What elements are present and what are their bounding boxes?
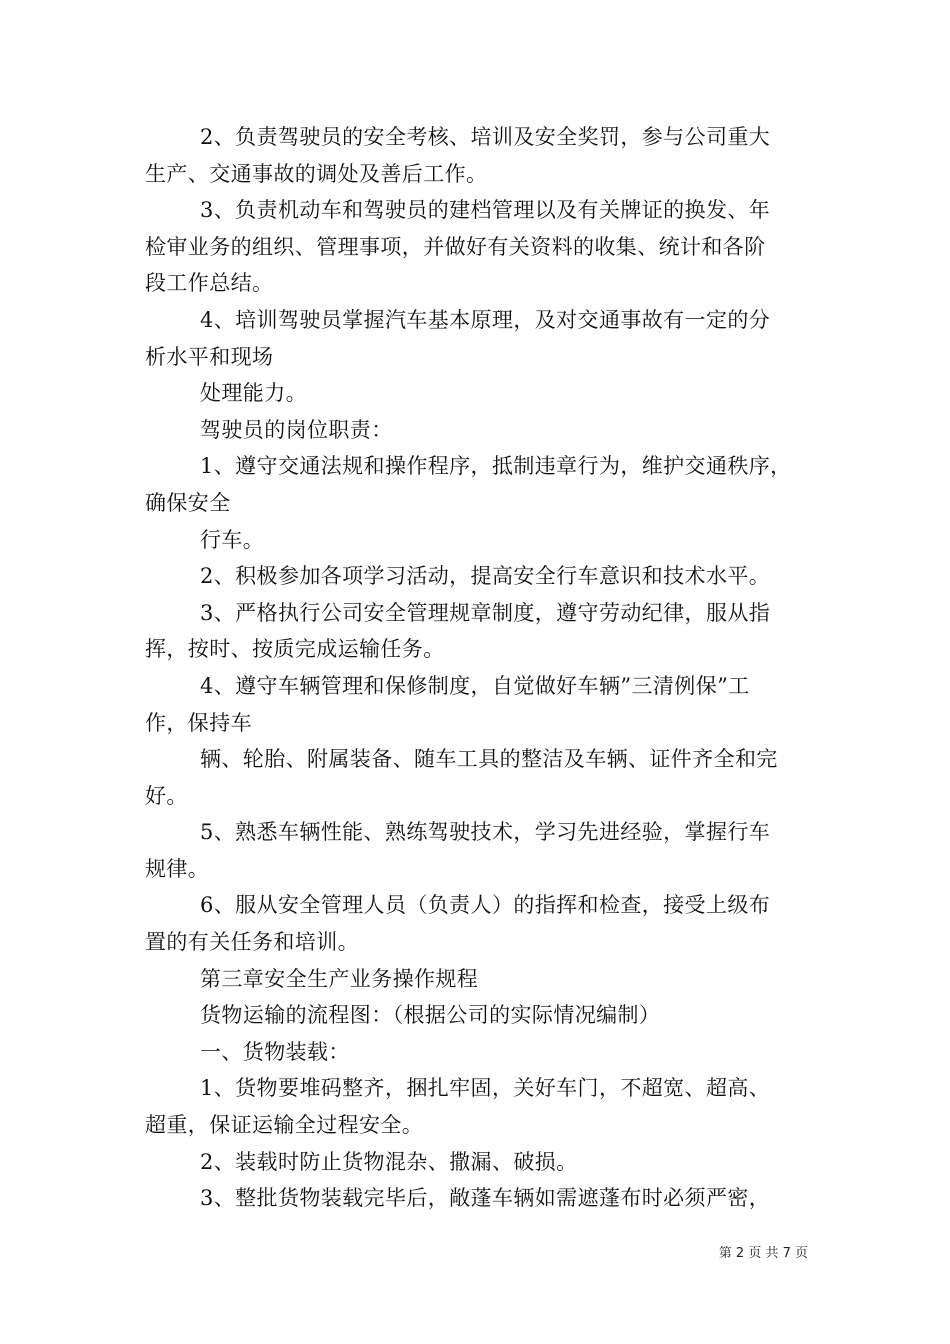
section-heading: 驾驶员的岗位职责： <box>200 417 393 442</box>
text-line: 1、遵守交通法规和操作程序，抵制违章行为，维护交通秩序， <box>200 454 792 479</box>
text-line: 辆、轮胎、附属装备、随车工具的整洁及车辆、证件齐全和完 <box>200 747 778 772</box>
text-line: 4、遵守车辆管理和保修制度，自觉做好车辆”三清例保”工 <box>200 673 750 698</box>
chapter-heading: 第三章安全生产业务操作规程 <box>200 966 479 991</box>
text-line: 6、服从安全管理人员（负责人）的指挥和检查，接受上级布 <box>200 893 771 918</box>
text-line: 规律。 <box>145 856 210 881</box>
text-line: 检审业务的组织、管理事项，并做好有关资料的收集、统计和各阶 <box>145 234 766 259</box>
page-number: 第 2 页 共 7 页 <box>718 1246 808 1261</box>
document-body <box>145 119 815 1217</box>
text-line: 1、货物要堆码整齐，捆扎牢固，关好车门，不超宽、超高、 <box>200 1076 771 1101</box>
text-line: 4、培训驾驶员掌握汽车基本原理，及对交通事故有一定的分 <box>200 307 771 332</box>
text-line: 处理能力。 <box>200 381 307 406</box>
text-line: 2、装载时防止货物混杂、撒漏、破损。 <box>200 1149 578 1174</box>
text-line: 挥，按时、按质完成运输任务。 <box>145 637 445 662</box>
text-line: 货物运输的流程图：（根据公司的实际情况编制） <box>200 1003 661 1028</box>
text-line: 2、负责驾驶员的安全考核、培训及安全奖罚，参与公司重大 <box>200 125 771 149</box>
text-line: 3、负责机动车和驾驶员的建档管理以及有关牌证的换发、年 <box>200 198 771 223</box>
text-line: 好。 <box>145 783 188 808</box>
text-line: 作，保持车 <box>145 710 252 735</box>
text-line: 析水平和现场 <box>145 344 274 369</box>
text-line: 行车。 <box>200 527 265 552</box>
text-line: 生产、交通事故的调处及善后工作。 <box>145 161 488 186</box>
text-line: 3、严格执行公司安全管理规章制度，遵守劳动纪律，服从指 <box>200 600 771 625</box>
text-line: 确保安全 <box>145 490 231 515</box>
text-line: 2、积极参加各项学习活动，提高安全行车意识和技术水平。 <box>200 564 771 589</box>
text-line: 3、整批货物装载完毕后，敞蓬车辆如需遮蓬布时必须严密， <box>200 1186 771 1211</box>
text-line: 5、熟悉车辆性能、熟练驾驶技术，学习先进经验，掌握行车 <box>200 820 771 845</box>
section-heading: 一、货物装载： <box>200 1039 350 1064</box>
text-line: 超重，保证运输全过程安全。 <box>145 1113 424 1138</box>
text-line: 置的有关任务和培训。 <box>145 930 359 955</box>
text-line: 段工作总结。 <box>145 271 274 296</box>
